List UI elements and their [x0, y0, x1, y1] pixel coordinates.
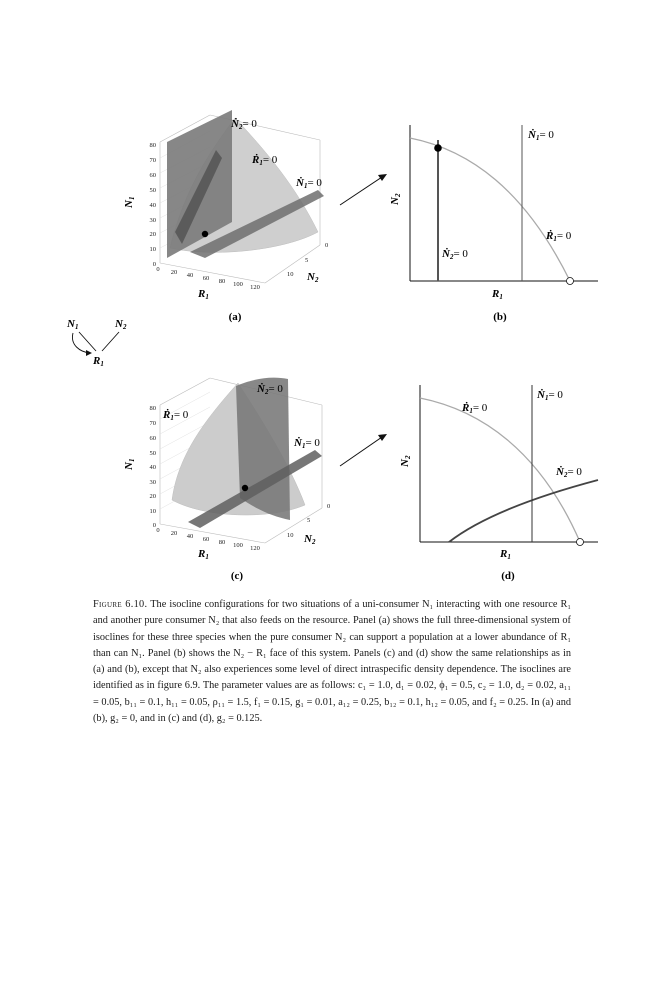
- tick: 80: [149, 405, 156, 412]
- panel-d-label: (d): [501, 570, 515, 582]
- panel-b-label: (b): [493, 311, 507, 323]
- figure-caption: [93, 597, 571, 727]
- tick: 0: [152, 261, 156, 268]
- tick: 30: [149, 217, 156, 224]
- tick: 60: [149, 172, 156, 179]
- food-web-arrowhead: [86, 350, 92, 356]
- panel-b-y-axis-label: N2: [389, 193, 402, 205]
- panel-c-label: (c): [230, 570, 244, 582]
- tick: 20: [149, 493, 156, 500]
- panel-d: [399, 385, 598, 582]
- panel-d-label-r1-isocline: Ṙ1= 0: [462, 402, 488, 415]
- panel-a-y-axis-label: N2: [307, 271, 319, 284]
- tick: 120: [250, 545, 260, 552]
- panel-d-y-axis-label: N2: [399, 455, 412, 467]
- panel-b-boundary-point: [567, 278, 574, 285]
- panel-c-x-axis-label: R1: [198, 548, 209, 561]
- tick: 70: [149, 157, 156, 164]
- panel-a-equilibrium-point: [202, 231, 208, 237]
- tick: 50: [149, 187, 156, 194]
- arrow-c-to-d: [340, 434, 387, 466]
- panel-d-x-axis-label: R1: [500, 548, 511, 561]
- panel-c-z-axis-label: N1: [123, 458, 136, 470]
- food-web-link-n1-r1: [79, 332, 96, 351]
- food-web-self-loop: [72, 333, 90, 353]
- tick: 100: [233, 281, 243, 288]
- panel-c: [123, 378, 330, 582]
- panel-c-y-axis-label: N2: [304, 533, 316, 546]
- food-web-link-n2-r1: [102, 332, 119, 351]
- panel-b-label-r1-isocline: Ṙ1= 0: [546, 230, 572, 243]
- panel-a-label-n2-isocline: Ṅ2= 0: [231, 118, 257, 131]
- panel-d-boundary-point: [577, 539, 584, 546]
- panel-b-equilibrium-point: [434, 144, 442, 152]
- panel-a: [123, 110, 328, 323]
- tick: 20: [149, 231, 156, 238]
- arrow-a-to-b: [340, 174, 387, 205]
- panel-b-x-axis-label: R1: [492, 288, 503, 301]
- tick: 5: [305, 257, 309, 264]
- panel-b: [389, 125, 598, 323]
- tick: 80: [218, 539, 226, 546]
- panel-d-label-n2-isocline: Ṅ2= 0: [556, 466, 582, 479]
- tick: 40: [186, 533, 194, 540]
- food-web-n2: N2: [115, 318, 127, 331]
- tick: 100: [233, 542, 243, 549]
- tick: 120: [250, 284, 260, 291]
- panel-d-label-n1-isocline: Ṅ1= 0: [537, 389, 563, 402]
- tick: 0: [327, 503, 331, 510]
- tick: 10: [149, 246, 156, 253]
- tick: 10: [287, 532, 294, 539]
- tick: 70: [149, 420, 156, 427]
- tick: 50: [149, 450, 156, 457]
- panel-a-x-axis-label: R1: [198, 288, 209, 301]
- tick: 0: [156, 266, 160, 273]
- caption-prefix: Figure 6.10.: [93, 599, 148, 610]
- panel-b-r1-isocline-curve: [410, 138, 570, 281]
- panel-a-label: (a): [228, 311, 242, 323]
- tick: 10: [149, 508, 156, 515]
- tick: 60: [202, 275, 210, 282]
- panel-c-label-n2-isocline: Ṅ2= 0: [257, 383, 283, 396]
- tick: 20: [170, 530, 178, 537]
- tick: 10: [287, 271, 294, 278]
- food-web-diagram: [66, 318, 127, 368]
- tick: 40: [149, 202, 156, 209]
- tick: 0: [156, 527, 160, 534]
- tick: 60: [149, 435, 156, 442]
- tick: 0: [152, 522, 156, 529]
- tick: 30: [149, 479, 156, 486]
- panel-a-label-n1-isocline: Ṅ1= 0: [296, 177, 322, 190]
- panel-c-label-r1-isocline: Ṙ1= 0: [163, 409, 189, 422]
- panel-c-z-ticks: [150, 405, 157, 529]
- tick: 80: [218, 278, 226, 285]
- panel-c-equilibrium-point: [242, 485, 248, 491]
- tick: 40: [186, 272, 194, 279]
- panel-a-x-ticks: [156, 266, 260, 291]
- panel-a-z-axis-label: N1: [123, 196, 136, 208]
- tick: 60: [202, 536, 210, 543]
- tick: 40: [149, 464, 156, 471]
- food-web-r1: R1: [93, 355, 104, 368]
- tick: 5: [307, 517, 311, 524]
- tick: 20: [170, 269, 178, 276]
- panel-a-z-ticks: [150, 142, 157, 268]
- caption-text: The isocline configurations for two situations of a uni-consumer N₁ interacting with one resource R₁ and another pure consumer N₂ that also feeds on the resource. Panel (a) shows the full three-dimensional system of isoclines for these three species when the pure consumer N₂ can support a population at a lower abundance of R₁ than can N₁. Panel (b) shows the N₂ − R₁ face of this system. Panels (c) and (d) show the same relationships as in (a) and (b), except that N₂ also experiences some level of direct intraspecific density dependence. The isoclines are identified as in figure 6.9. The parameter values are as follows: c₁ = 1.0, d₁ = 0.02, ϕ₁ = 0.5, c₂ = 1.0, d₂ = 0.02, a₁₁ = 0.05, b₁₁ = 0.1, h₁₁ = 0.05, ρ₁₁ = 1.5, f₁ = 0.15, g₁ = 0.01, a₁₂ = 0.25, b₁₂ = 0.1, h₁₂ = 0.05, and f₂ = 0.25. In (a) and (b), g₂ = 0, and in (c) and (d), g₂ = 0.125.: [93, 599, 571, 725]
- panel-a-label-r1-isocline: Ṙ1= 0: [252, 154, 278, 167]
- panel-b-label-n1-isocline: Ṅ1= 0: [528, 129, 554, 142]
- tick: 80: [149, 142, 156, 149]
- food-web-n1: N1: [67, 318, 79, 331]
- tick: 0: [325, 242, 329, 249]
- panel-b-label-n2-isocline: Ṅ2= 0: [442, 248, 468, 261]
- panel-c-label-n1-isocline: Ṅ1= 0: [294, 437, 320, 450]
